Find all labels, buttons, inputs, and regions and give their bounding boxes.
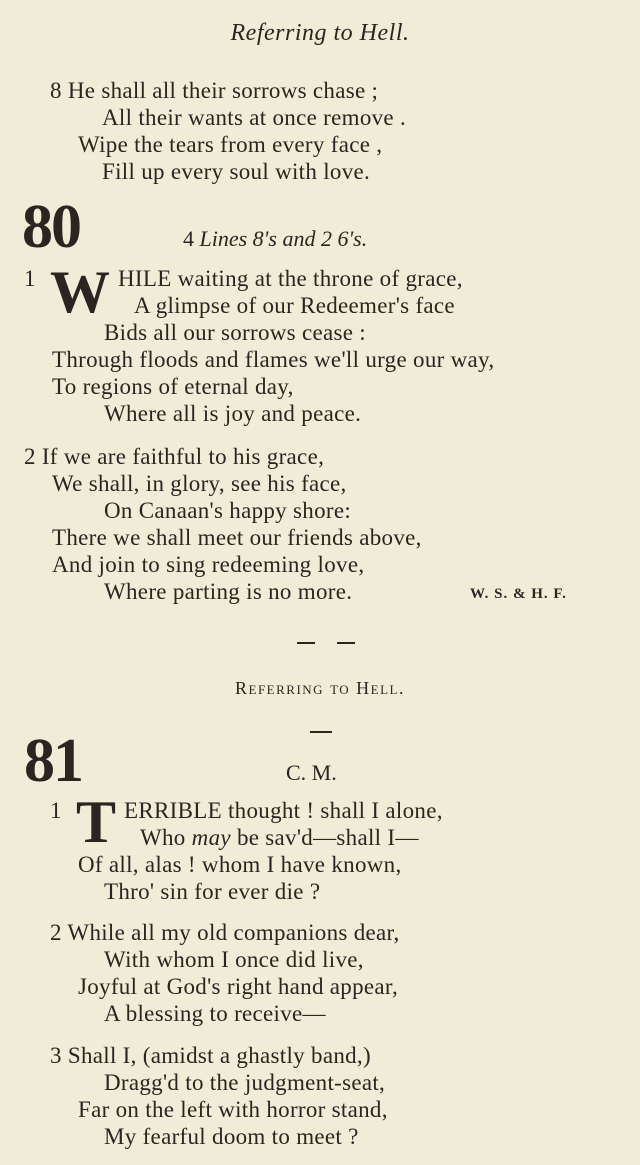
verse-line: Where parting is no more.: [104, 579, 353, 604]
verse-line: HILE waiting at the throne of grace,: [118, 266, 463, 291]
running-header: Referring to Hell.: [230, 20, 410, 46]
author-attribution: W. S. & H. F.: [470, 586, 567, 602]
verse-line: Thro' sin for ever die ?: [104, 879, 321, 904]
drop-cap: T: [76, 789, 117, 855]
verse-line: On Canaan's happy shore:: [104, 498, 352, 523]
separator-dash: [297, 642, 315, 644]
section-title: Referring to Hell.: [235, 678, 405, 698]
verse-text: Who: [140, 825, 192, 850]
verse-line: Bids all our sorrows cease :: [104, 320, 366, 345]
verse-line: All their wants at once remove .: [102, 105, 407, 130]
verse-line: Dragg'd to the judgment-seat,: [104, 1070, 386, 1095]
verse-line: Where all is joy and peace.: [104, 401, 362, 426]
separator-dash: [337, 642, 355, 644]
verse-line: My fearful doom to meet ?: [104, 1124, 359, 1149]
verse-line: Of all, alas ! whom I have known,: [78, 852, 402, 877]
verse-line: ERRIBLE thought ! shall I alone,: [124, 798, 443, 823]
verse-line: A blessing to receive—: [104, 1001, 326, 1026]
verse-line: And join to sing redeeming love,: [52, 552, 365, 577]
verse-line: Joyful at God's right hand appear,: [78, 974, 399, 999]
verse-text: be sav'd—shall I—: [230, 825, 419, 850]
verse-line: We shall, in glory, see his face,: [52, 471, 347, 496]
verse-number: 1: [24, 266, 36, 291]
verse-line: A glimpse of our Redeemer's face: [134, 293, 455, 318]
hymn-meter: C. M.: [286, 760, 337, 785]
verse-line: Wipe the tears from every face ,: [78, 132, 383, 157]
verse-line: Through floods and flames we'll urge our way,: [52, 347, 495, 372]
meter-text: Lines 8's and 2 6's.: [199, 226, 368, 251]
verse-line: To regions of eternal day,: [52, 374, 294, 399]
meter-prefix: 4: [183, 226, 194, 251]
hymn-meter: [183, 226, 367, 252]
verse-line: 2 While all my old companions dear,: [50, 920, 400, 945]
verse-line: 3 Shall I, (amidst a ghastly band,): [50, 1043, 371, 1068]
verse-line: With whom I once did live,: [104, 947, 364, 972]
hymn-number: 81: [24, 727, 82, 795]
verse-line: Far on the left with horror stand,: [78, 1097, 388, 1122]
verse-number: 1: [50, 798, 62, 823]
drop-cap: W: [50, 259, 110, 325]
verse-line: 8 He shall all their sorrows chase ;: [50, 78, 379, 103]
verse-line: [140, 825, 419, 851]
separator-dash: [310, 731, 332, 733]
verse-italic: may: [191, 825, 231, 850]
verse-line: There we shall meet our friends above,: [52, 525, 422, 550]
verse-line: Fill up every soul with love.: [102, 159, 371, 184]
verse-line: 2 If we are faithful to his grace,: [24, 444, 325, 469]
hymn-number: 80: [22, 193, 80, 261]
